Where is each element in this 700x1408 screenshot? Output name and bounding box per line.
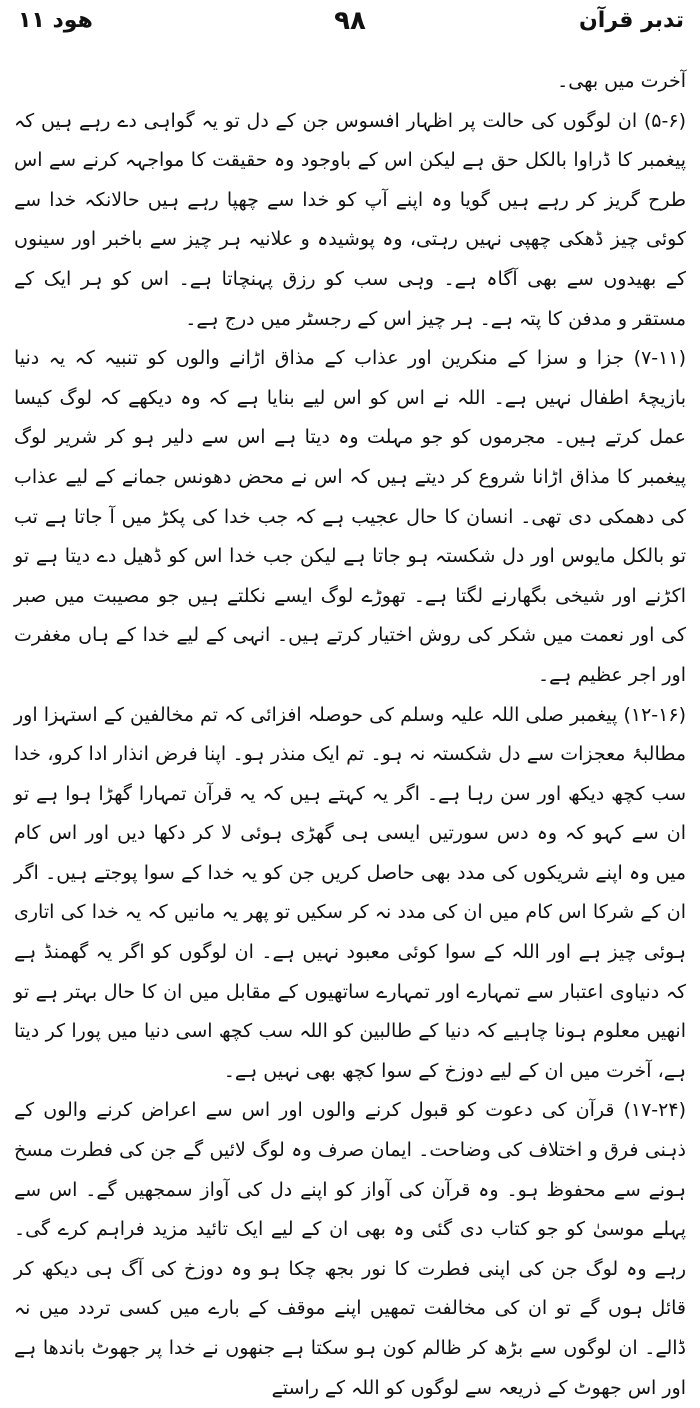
paragraph-verses-5-6: (۵-۶) ان لوگوں کی حالت پر اظہار افسوس جن کے دل تو یہ گواہی دے رہے ہیں کہ پیغمبر کا ڈراوا بالکل حق ہے لیکن اس کے باوجود وہ حقیقت کا مواجہہ کرنے سے اس طرح گریز کر رہے ہیں گویا وہ اپنے آپ کو خدا سے چھپا رہے ہیں حالانکہ خدا سے کوئی چیز ڈھکی چھپی نہیں رہتی، وہ پوشیدہ و علانیہ ہر چیز سے باخبر اور سینوں کے بھیدوں سے بھی آگاہ ہے۔ وہی سب کو رزق پہنچاتا ہے۔ اس کو ہر ایک کے مستقر و مدفن کا پتہ ہے۔ ہر چیز اس کے رجسٹر میں درج ہے۔: [14, 109, 686, 330]
paragraph-verses-12-16: (۱۲-۱۶) پیغمبر صلی اللہ علیہ وسلم کی حوصلہ افزائی کہ تم مخالفین کے استہزا اور مطالبۂ معجزات سے دل شکستہ نہ ہو۔ تم ایک منذر ہو۔ اپنا فرض انذار ادا کرو، خدا سب کچھ دیکھ اور سن رہا ہے۔ اگر یہ کہتے ہیں کہ یہ قرآن تمہارا گھڑا ہوا ہے تو ان سے کہو کہ وہ دس سورتیں ایسی ہی گھڑی ہوئی لا کر دکھا دیں اور اس کام میں وہ اپنے شریکوں کی مدد بھی حاصل کریں جن کو یہ خدا کے سوا پوجتے ہیں۔ اگر ان کے شرکا اس کام میں ان کی مدد نہ کر سکیں تو پھر یہ مانیں کہ یہ خدا کی اتاری ہوئی چیز ہے اور اللہ کے سوا کوئی معبود نہیں ہے۔ ان لوگوں کو اگر یہ گھمنڈ ہے کہ دنیاوی اعتبار سے تمہارے اور تمہارے ساتھیوں کے مقابل میں ان کا حال بہتر ہے تو انھیں معلوم ہونا چاہیے کہ دنیا کے طالبین کو اللہ سب کچھ اسی دنیا میں پورا کر دیتا ہے، آخرت میں ان کے لیے دوزخ کے سوا کچھ بھی نہیں ہے۔: [14, 703, 686, 1082]
paragraph-verses-7-11: (۷-۱۱) جزا و سزا کے منکرین اور عذاب کے مذاق اڑانے والوں کو تنبیہ کہ یہ دنیا بازیچۂ اطفال نہیں ہے۔ اللہ نے اس کو اس لیے بنایا ہے کہ وہ دیکھے کہ لوگ کیسا عمل کرتے ہیں۔ مجرموں کو جو مہلت وہ دیتا ہے اس سے دلیر ہو کر شریر لوگ پیغمبر کا مذاق اڑانا شروع کر دیتے ہیں کہ اس نے محض دھونس جمانے کے لیے عذاب کی دھمکی دی تھی۔ انسان کا حال عجیب ہے کہ جب خدا کی پکڑ میں آ جاتا ہے تب تو بالکل مایوس اور دل شکستہ ہو جاتا ہے لیکن جب خدا اس کو ڈھیل دے دیتا ہے تو اکڑنے اور شیخی بگھارنے لگتا ہے۔ تھوڑے لوگ ایسے نکلتے ہیں جو مصیبت میں صبر کی اور نعمت میں شکر کی روش اختیار کرتے ہیں۔ انہی کے لیے خدا کے ہاں مغفرت اور اجر عظیم ہے۔: [14, 347, 686, 686]
surah-name: ھود ۱۱: [18, 8, 93, 33]
book-title: تدبر قرآن: [579, 8, 684, 33]
page-number: ۹۸: [334, 6, 366, 36]
body-text: [14, 62, 686, 1408]
paragraph-continuation: آخرت میں بھی۔: [557, 70, 686, 92]
paragraph-verses-17-24: (۱۷-۲۴) قرآن کی دعوت کو قبول کرنے والوں اور اس سے اعراض کرنے والوں کے ذہنی فرق و اختلاف کی وضاحت۔ ایمان صرف وہ لوگ لائیں گے جن کی فطرت مسخ ہونے سے محفوظ ہو۔ وہ قرآن کی آواز کو اپنے دل کی آواز سمجھیں گے۔ اس سے پہلے موسیٰ کو جو کتاب دی گئی وہ بھی ان کے لیے ایک تائید مزید فراہم کرے گی۔ رہے وہ لوگ جن کی اپنی فطرت کا نور بجھ چکا ہو وہ دوزخ کی آگ ہی دیکھ کر قائل ہوں گے تو ان کی مخالفت تمھیں اپنے موقف کے بارے میں کسی تردد میں نہ ڈالے۔ ان لوگوں سے بڑھ کر ظالم کون ہو سکتا ہے جنھوں نے خدا پر جھوٹ باندھا ہے اور اس جھوٹ کے ذریعہ سے لوگوں کو اللہ کے راستے: [14, 1099, 686, 1399]
page-header: [10, 6, 690, 46]
